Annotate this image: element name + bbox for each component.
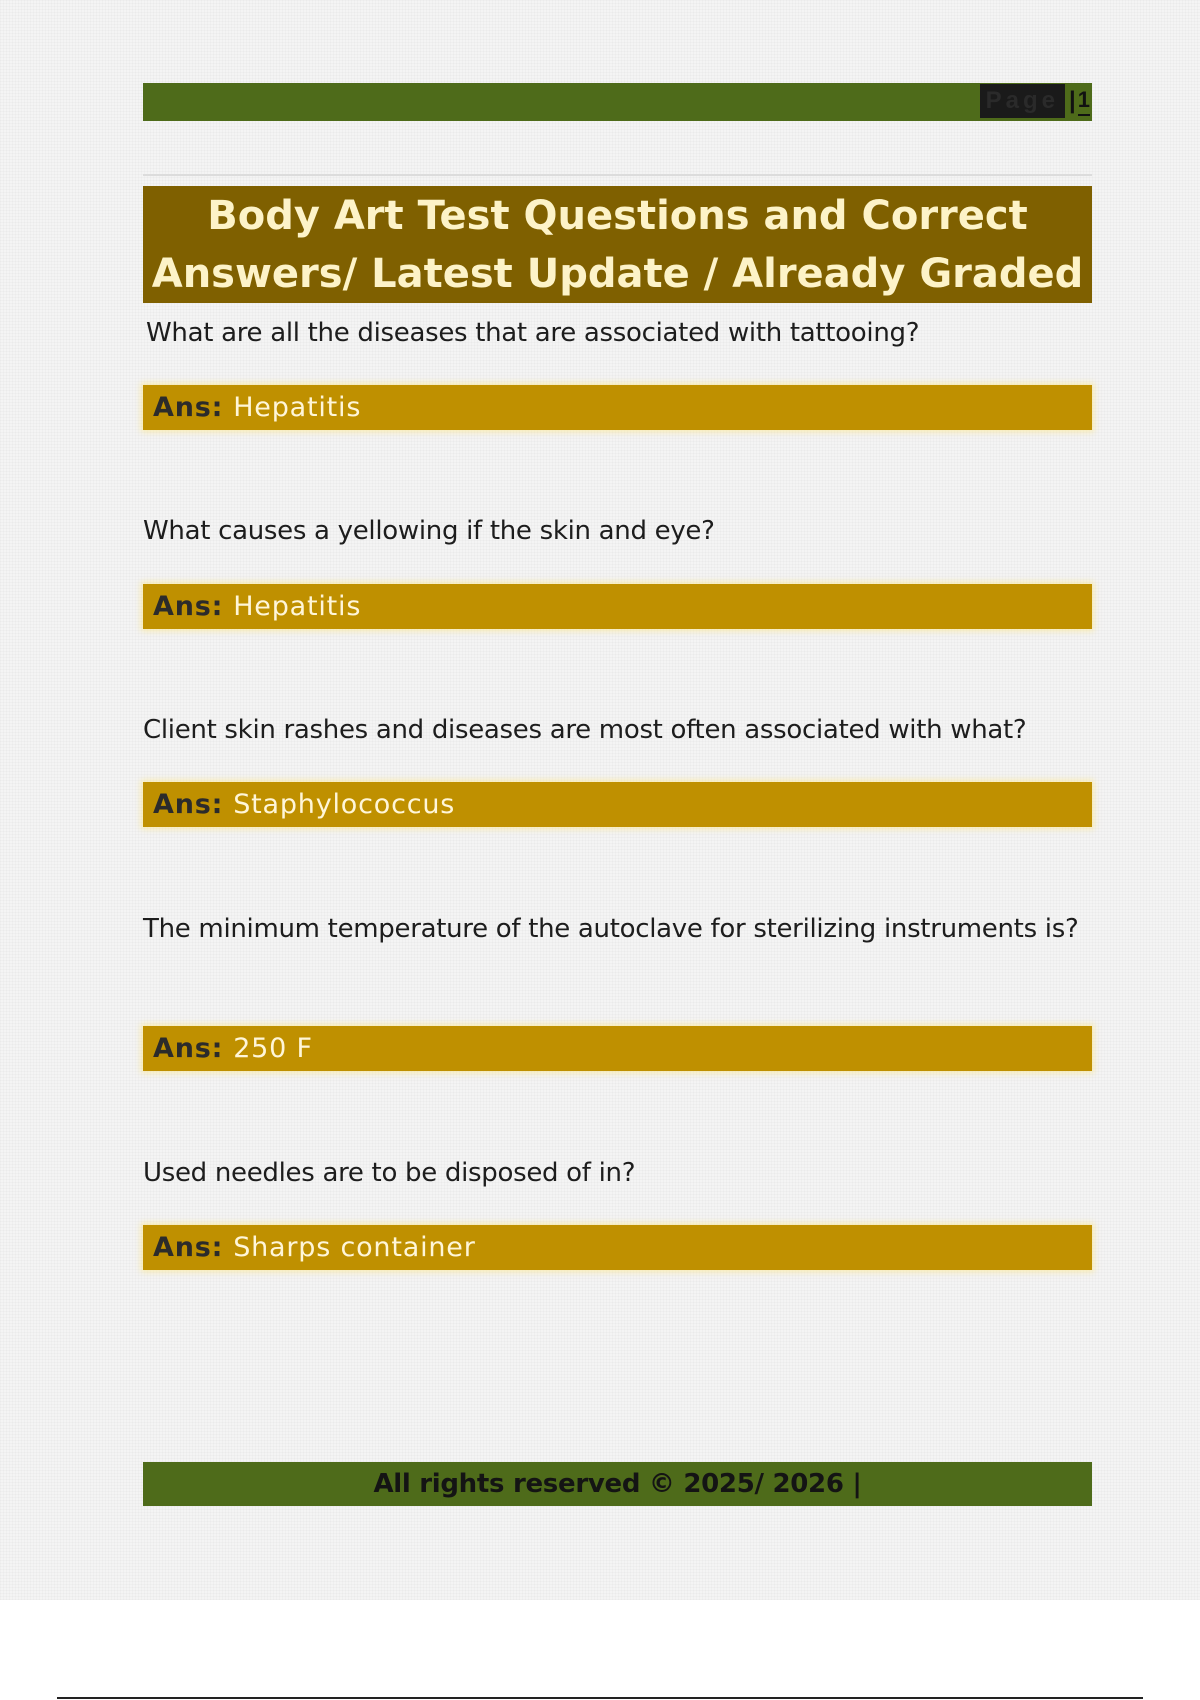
answer-value: 250 F bbox=[233, 1033, 313, 1064]
answer-label: Ans: bbox=[153, 1033, 224, 1064]
page-header-bar bbox=[143, 83, 1092, 121]
answer-2 bbox=[143, 584, 1092, 629]
question-1: What are all the diseases that are associated with tattooing? bbox=[146, 318, 920, 348]
page-footer-bar bbox=[143, 1462, 1092, 1506]
answer-5 bbox=[143, 1225, 1092, 1270]
answer-value: Staphylococcus bbox=[233, 789, 456, 820]
answer-4 bbox=[143, 1026, 1092, 1071]
copyright-text: All rights reserved © 2025/ 2026 | bbox=[373, 1469, 862, 1499]
page-label: Page bbox=[980, 84, 1065, 118]
answer-1 bbox=[143, 385, 1092, 430]
page-number-indicator bbox=[980, 83, 1090, 119]
answer-label: Ans: bbox=[153, 789, 224, 820]
answer-value: Hepatitis bbox=[233, 392, 362, 423]
document-title: Body Art Test Questions and Correct Answers/ Latest Update / Already Graded bbox=[151, 192, 1084, 297]
answer-3 bbox=[143, 782, 1092, 827]
answer-label: Ans: bbox=[153, 591, 224, 622]
question-3: Client skin rashes and diseases are most often associated with what? bbox=[143, 715, 1027, 745]
question-5: Used needles are to be disposed of in? bbox=[143, 1158, 636, 1188]
answer-label: Ans: bbox=[153, 1232, 224, 1263]
answer-value: Hepatitis bbox=[233, 591, 362, 622]
question-4: The minimum temperature of the autoclave for sterilizing instruments is? bbox=[143, 914, 1079, 944]
page-number: 1 bbox=[1078, 86, 1090, 116]
page-separator: | bbox=[1069, 87, 1076, 114]
header-divider bbox=[143, 174, 1092, 176]
answer-label: Ans: bbox=[153, 392, 224, 423]
question-2: What causes a yellowing if the skin and eye? bbox=[143, 516, 715, 546]
document-title-banner bbox=[143, 186, 1092, 303]
page-bottom-rule bbox=[57, 1697, 1143, 1699]
answer-value: Sharps container bbox=[233, 1232, 476, 1263]
